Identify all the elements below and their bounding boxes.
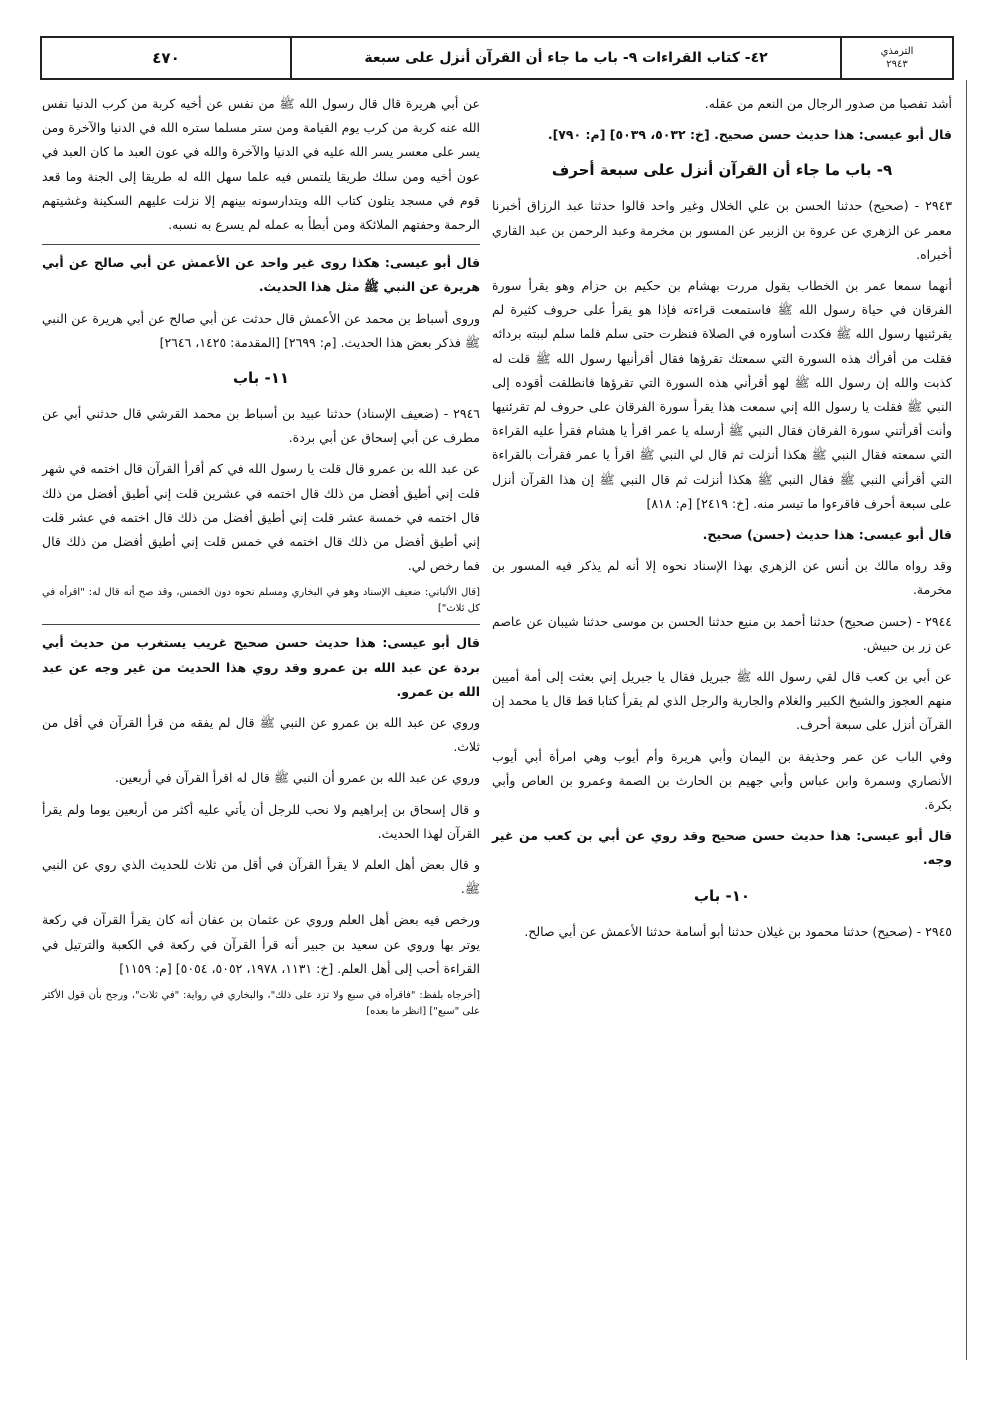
paragraph: قال أبو عيسى: هكذا روى غير واحد عن الأعمش عن أبي صالح عن أبي هريرة عن النبي ﷺ مثل هذا الحديث.: [42, 255, 480, 295]
chapter-heading: ٩- باب ما جاء أن القرآن أنزل على سبعة أحرف: [551, 161, 893, 180]
paragraph: وفي الباب عن عمر وحذيفة بن اليمان وأبي هريرة وأم أيوب وهي امرأة أبي أيوب الأنصاري وسمرة وابن عباس وأبي جهيم بن الحارث بن الصمة وعمرو بن العاص وأبي بكرة.: [492, 748, 952, 813]
divider: [42, 624, 480, 625]
page-header: [40, 36, 954, 80]
paragraph: قال أبو عيسى: هذا حديث (حسن) صحيح.: [702, 527, 952, 543]
chapter-heading: ١١- باب: [232, 369, 290, 388]
paragraph: و قال بعض أهل العلم لا يقرأ القرآن في أقل من ثلاث للحديث الذي روي عن النبي ﷺ.: [42, 857, 480, 897]
paragraph: وروي عن عبد الله بن عمرو أن النبي ﷺ قال له اقرأ القرآن في أربعين.: [114, 770, 480, 786]
paragraph: عن عبد الله بن عمرو قال قلت يا رسول الله في كم أقرأ القرآن قال اختمه في شهر قلت إني أطيق أفضل من ذلك قال اختمه في عشرين قلت إني أطيق أفضل من ذلك قال اختمه في خمسة عشر قلت إني أطيق أفضل من ذلك قال اختمه في عشر قلت إني أطيق أفضل من ذلك قال اختمه في خمس قلت إني أطيق أفضل من ذلك قال فما رخص لي.: [42, 461, 480, 574]
hadith-paragraph: ٢٩٤٦ - (ضعيف الإسناد) حدثنا عبيد بن أسباط بن محمد القرشي قال حدثني أبي عن مطرف عن أبي إسحاق عن أبي بردة.: [42, 406, 480, 446]
book-label: [842, 38, 952, 78]
paragraph: أنهما سمعا عمر بن الخطاب يقول مررت بهشام بن حكيم بن حزام وهو يقرأ سورة الفرقان في حياة رسول الله ﷺ فاستمعت قراءته فإذا هو يقرأ على حروف كثيرة لم يقرئنيها رسول الله ﷺ فكدت أساوره في الصلاة فنظرت حتى سلم فلما سلم لببته بردائه فقلت من أقرأك هذه السورة التي سمعتك تقرؤها فقال أقرأنيها رسول الله ﷺ قلت له كذبت والله إن رسول الله ﷺ لهو أقرأني هذه السورة التي تقرؤها فانطلقت أقوده إلى النبي ﷺ فقلت يا رسول الله إني سمعت هذا يقرأ سورة الفرقان على حروف لم تقرئنيها وأنت أقرأتني سورة الفرقان فقال النبي ﷺ أرسله يا عمر اقرأ يا هشام فقرأ عليه القراءة التي سمعته فقال النبي ﷺ هكذا أنزلت ثم قال لي النبي ﷺ اقرأ يا عمر فقرأت بالقراءة التي أقرأني النبي ﷺ فقال النبي ﷺ هكذا أنزلت ثم قال النبي ﷺ إن هذا القرآن أنزل على سبعة أحرف فاقرءوا ما تيسر منه. [خ: ٢٤١٩] [م: ٨١٨]: [492, 278, 952, 511]
paragraph: قال أبو عيسى: هذا حديث حسن صحيح غريب يستغرب من حديث أبي بردة عن عبد الله بن عمرو وقد روي هذا الحديث من غير وجه عن عبد الله بن عمرو.: [42, 635, 480, 699]
footnote: [أخرجاه بلفظ: "فاقرأه في سبع ولا تزد على ذلك"، والبخاري في رواية: "في ثلاث"، ورجح بأن قول الأكثر على "سبع"] [انظر ما بعده]: [42, 990, 480, 1018]
paragraph: قال أبو عيسى: هذا حديث حسن صحيح. [خ: ٥٠٣٢، ٥٠٣٩] [م: ٧٩٠].: [547, 127, 952, 143]
hadith-paragraph: ٢٩٤٥ - (صحيح) حدثنا محمود بن غيلان حدثنا أبو أسامة حدثنا الأعمش عن أبي صالح.: [524, 923, 952, 939]
hadith-range: ٢٩٤٣: [886, 59, 908, 70]
paragraph: وروى أسباط بن محمد عن الأعمش قال حدثت عن أبي صالح عن أبي هريرة عن النبي ﷺ فذكر بعض هذا الحديث. [م: ٢٦٩٩] [المقدمة: ١٤٢٥، ٢٦٤٦]: [42, 310, 480, 350]
footnote: [قال الألباني: ضعيف الإسناد وهو في البخاري ومسلم نحوه دون الخمس، وقد صح أنه قال له: "اقرأه في كل ثلاث"]: [42, 587, 480, 615]
divider: [42, 244, 480, 245]
paragraph: أشد تفصيا من صدور الرجال من النعم من عقله.: [704, 96, 952, 111]
paragraph: قال أبو عيسى: هذا حديث حسن صحيح وقد روي عن أبي بن كعب من غير وجه.: [492, 828, 952, 868]
paragraph: وقد رواه مالك بن أنس عن الزهري بهذا الإسناد نحوه إلا أنه لم يذكر فيه المسور بن مخرمة.: [492, 558, 952, 598]
paragraph: عن أبي هريرة قال قال رسول الله ﷺ من نفس عن أخيه كربة من كرب الدنيا نفس الله عنه كربة من كرب يوم القيامة ومن ستر مسلما ستره الله في الدنيا والآخرة ومن يسر على معسر يسر الله عليه في الدنيا والآخرة والله في عون العبد ما كان العبد في عون أخيه ومن سلك طريقا يلتمس فيه علما سهل الله له طريقا إلى الجنة وما قعد قوم في مسجد يتلون كتاب الله ويتدارسونه بينهم إلا نزلت عليهم السكينة وغشيتهم الرحمة وحفتهم الملائكة ومن أبطأ به عمله لم يسرع به نسبه.: [42, 96, 480, 233]
paragraph: ورخص فيه بعض أهل العلم وروي عن عثمان بن عفان أنه كان يقرأ القرآن في ركعة يوتر بها وروي عن سعيد بن جبير أنه قرأ القرآن في ركعة في الكعبة والترتيل في القراءة أحب إلى أهل العلم. [خ: ١١٣١، ١٩٧٨، ٥٠٥٢، ٥٠٥٤] [م: ١١٥٩]: [42, 912, 480, 976]
hadith-paragraph: ٢٩٤٣ - (صحيح) حدثنا الحسن بن علي الخلال وغير واحد قالوا حدثنا عبد الرزاق أخبرنا معمر عن الزهري عن عروة بن الزبير عن المسور بن مخرمة وعبد الرحمن بن عبد القاري أخبراه.: [492, 198, 952, 262]
left-column: [42, 92, 480, 1027]
paragraph: عن أبي بن كعب قال لقي رسول الله ﷺ جبريل فقال يا جبريل إني بعثت إلى أمة أميين منهم العجوز والشيخ الكبير والغلام والجارية والرجل الذي لم يقرأ كتابا قط قال يا محمد إن القرآن أنزل على سبعة أحرف.: [492, 669, 952, 733]
book-name: الترمذي: [880, 46, 914, 57]
right-column: [492, 92, 952, 951]
page-number: ٤٧٠: [42, 38, 292, 78]
margin-rule: [966, 80, 967, 1360]
hadith-paragraph: ٢٩٤٤ - (حسن صحيح) حدثنا أحمد بن منيع حدثنا الحسن بن موسى حدثنا شيبان عن عاصم عن زر بن حبيش.: [492, 613, 952, 653]
paragraph: و قال إسحاق بن إبراهيم ولا نحب للرجل أن يأتي عليه أكثر من أربعين يوما ولم يقرأ القرآن لهذا الحديث.: [42, 801, 480, 841]
running-title: ٤٢- كتاب القراءات ٩- باب ما جاء أن القرآن أنزل على سبعة: [292, 38, 842, 78]
paragraph: وروي عن عبد الله بن عمرو عن النبي ﷺ قال لم يفقه من قرأ القرآن في أقل من ثلاث.: [42, 715, 480, 755]
chapter-heading: ١٠- باب: [693, 886, 751, 905]
